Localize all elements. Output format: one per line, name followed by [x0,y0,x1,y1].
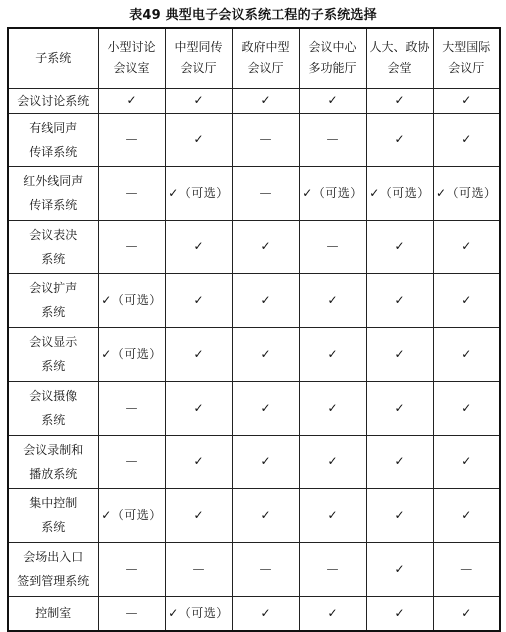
table-cell: ✓ [366,88,433,113]
table-cell: ✓ [165,88,232,113]
table-row [8,488,500,542]
table-cell: — [98,435,165,488]
subsystem-selection-table [7,27,501,632]
table-cell: ✓ [232,327,299,381]
table-cell: ✓ [366,113,433,166]
table-cell: ✓ [366,542,433,596]
table-cell: ✓ [366,327,433,381]
table-cell: — [299,220,366,273]
table-cell: ✓ [165,381,232,435]
row-header: 会议显示 系统 [8,327,98,381]
table-cell: ✓ [299,273,366,327]
row-header: 会议表决 系统 [8,220,98,273]
row-header: 控制室 [8,596,98,631]
table-cell: — [299,542,366,596]
table-row [8,166,500,220]
row-header: 集中控制 系统 [8,488,98,542]
table-cell: ✓ [366,596,433,631]
table-cell: ✓ [299,381,366,435]
table-cell: ✓（可选） [165,166,232,220]
table-cell: ✓ [232,596,299,631]
table-cell: ✓ [232,220,299,273]
table-cell: ✓ [433,88,500,113]
table-cell: ✓ [366,381,433,435]
table-cell: ✓ [433,113,500,166]
table-cell: ✓ [433,220,500,273]
table-cell: ✓（可选） [98,327,165,381]
table-cell: ✓ [433,273,500,327]
table-cell: — [98,113,165,166]
column-header-small-discussion: 小型讨论 会议室 [98,28,165,88]
table-cell: ✓ [165,488,232,542]
table-cell: ✓ [232,488,299,542]
table-cell: ✓ [299,435,366,488]
header-row [8,28,500,88]
table-row [8,381,500,435]
table-cell: — [165,542,232,596]
column-header-conference-center: 会议中心 多功能厅 [299,28,366,88]
table-cell: ✓ [433,435,500,488]
row-header: 会议讨论系统 [8,88,98,113]
table-cell: ✓ [232,381,299,435]
table-cell: ✓（可选） [366,166,433,220]
table-caption: 表49 典型电子会议系统工程的子系统选择 [129,8,377,23]
table-cell: ✓ [433,596,500,631]
table-cell: ✓ [299,88,366,113]
table-cell: ✓ [232,435,299,488]
column-header-congress-hall: 人大、政协 会堂 [366,28,433,88]
table-cell: — [98,166,165,220]
table-cell: ✓ [98,88,165,113]
table-cell: ✓ [433,327,500,381]
row-header: 会议摄像 系统 [8,381,98,435]
table-cell: — [232,166,299,220]
table-row [8,113,500,166]
column-header-large-international: 大型国际 会议厅 [433,28,500,88]
column-header-medium-interpretation: 中型同传 会议厅 [165,28,232,88]
table-row [8,596,500,631]
table-cell: ✓ [165,113,232,166]
row-header: 有线同声 传译系统 [8,113,98,166]
table-cell: ✓（可选） [165,596,232,631]
table-cell: — [232,113,299,166]
table-cell: ✓ [165,273,232,327]
table-cell: ✓ [232,88,299,113]
table-cell: ✓ [433,488,500,542]
table-cell: — [232,542,299,596]
table-cell: — [98,220,165,273]
table-cell: ✓ [366,220,433,273]
table-body [8,88,500,631]
table-cell: ✓ [232,273,299,327]
table-row [8,88,500,113]
table-cell: ✓ [366,488,433,542]
table-cell: ✓（可选） [433,166,500,220]
row-header: 红外线同声 传译系统 [8,166,98,220]
table-cell: — [98,542,165,596]
table-row [8,435,500,488]
table-cell: ✓ [299,327,366,381]
table-cell: — [433,542,500,596]
table-cell: ✓ [165,435,232,488]
table-row [8,327,500,381]
row-header: 会议扩声 系统 [8,273,98,327]
row-header: 会场出入口 签到管理系统 [8,542,98,596]
table-cell: ✓ [299,488,366,542]
table-cell: ✓ [165,327,232,381]
table-row [8,542,500,596]
table-cell: ✓ [366,435,433,488]
table-row [8,273,500,327]
table-cell: ✓（可选） [98,273,165,327]
table-cell: ✓ [366,273,433,327]
table-cell: ✓ [433,381,500,435]
table-cell: ✓（可选） [299,166,366,220]
table-cell: — [98,381,165,435]
table-cell: — [299,113,366,166]
table-cell: ✓（可选） [98,488,165,542]
column-header-subsystem: 子系统 [8,28,98,88]
table-cell: ✓ [299,596,366,631]
row-header: 会议录制和 播放系统 [8,435,98,488]
column-header-government-medium: 政府中型 会议厅 [232,28,299,88]
table-cell: ✓ [165,220,232,273]
table-row [8,220,500,273]
table-cell: — [98,596,165,631]
